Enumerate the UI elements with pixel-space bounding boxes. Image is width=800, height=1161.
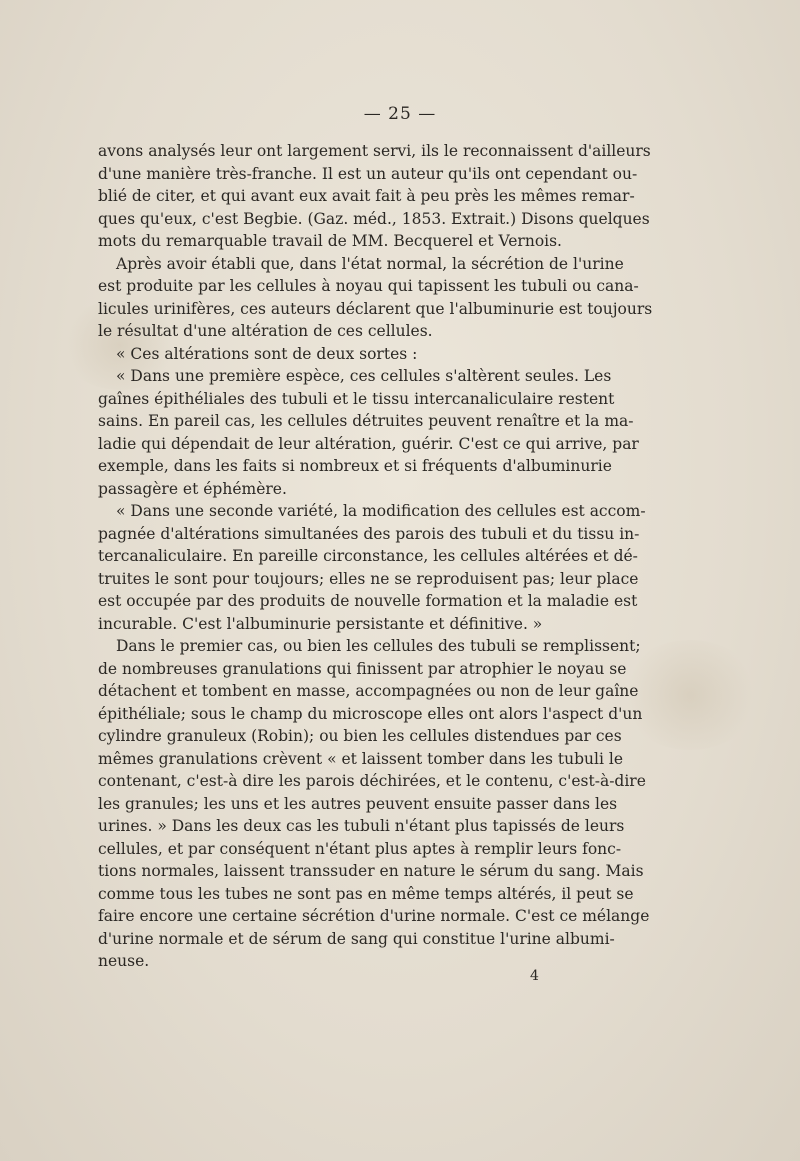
text-line: contenant, c'est-à dire les parois déchirées, et le contenu, c'est-à-dire: [98, 772, 646, 790]
text-line: « Dans une seconde variété, la modification des cellules est accom-: [116, 502, 646, 520]
text-line: tercanaliculaire. En pareille circonstance, les cellules altérées et dé-: [98, 547, 638, 565]
text-line: Après avoir établi que, dans l'état normal, la sécrétion de l'urine: [116, 254, 624, 273]
text-line: gaînes épithéliales des tubuli et le tissu intercanaliculaire restent: [98, 389, 615, 408]
text-line: passagère et éphémère.: [98, 479, 287, 498]
text-line: licules urinifères, ces auteurs déclarent que l'albuminurie est toujours: [98, 299, 653, 318]
text-line: épithéliale; sous le champ du microscope elles ont alors l'aspect d'un: [98, 704, 643, 723]
text-line: mots du remarquable travail de MM. Becquerel et Vernois.: [98, 232, 562, 250]
body-text: [98, 140, 653, 973]
text-line: incurable. C'est l'albuminurie persistante et définitive. »: [98, 614, 543, 633]
text-line: avons analysés leur ont largement servi, ils le reconnaissent d'ailleurs: [98, 142, 651, 160]
text-line: « Ces altérations sont de deux sortes :: [116, 344, 418, 363]
text-line: truites le sont pour toujours; elles ne se reproduisent pas; leur place: [98, 569, 639, 588]
text-line: faire encore une certaine sécrétion d'urine normale. C'est ce mélange: [98, 907, 650, 925]
text-line: pagnée d'altérations simultanées des parois des tubuli et du tissu in-: [98, 524, 640, 543]
text-line: urines. » Dans les deux cas les tubuli n'étant plus tapissés de leurs: [98, 817, 625, 835]
text-line: mêmes granulations crèvent « et laissent tomber dans les tubuli le: [98, 749, 624, 768]
text-line: ladie qui dépendait de leur altération, guérir. C'est ce qui arrive, par: [98, 434, 639, 453]
text-line: les granules; les uns et les autres peuvent ensuite passer dans les: [98, 794, 618, 813]
text-line: Dans le premier cas, ou bien les cellules des tubuli se remplissent;: [116, 637, 641, 655]
text-line: d'une manière très-franche. Il est un auteur qu'ils ont cependant ou-: [98, 164, 638, 183]
text-line: ques qu'eux, c'est Begbie. (Gaz. méd., 1853. Extrait.) Disons quelques: [98, 209, 650, 228]
text-line: détachent et tombent en masse, accompagnées ou non de leur gaîne: [98, 682, 639, 700]
page-number: — 25 —: [363, 104, 437, 124]
text-line: de nombreuses granulations qui finissent par atrophier le noyau se: [98, 659, 627, 678]
text-line: cellules, et par conséquent n'étant plus aptes à remplir leurs fonc-: [98, 839, 622, 858]
text-line: le résultat d'une altération de ces cellules.: [98, 322, 433, 340]
text-line: d'urine normale et de sérum de sang qui constitue l'urine albumi-: [98, 929, 615, 948]
text-line: blié de citer, et qui avant eux avait fait à peu près les mêmes remar-: [98, 187, 635, 205]
text-line: tions normales, laissent transsuder en nature le sérum du sang. Mais: [98, 862, 644, 880]
text-line: « Dans une première espèce, ces cellules s'altèrent seules. Les: [116, 367, 612, 385]
text-line: comme tous les tubes ne sont pas en même temps altérés, il peut se: [98, 884, 634, 903]
text-line: cylindre granuleux (Robin); ou bien les cellules distendues par ces: [98, 727, 622, 745]
paper-stain: [620, 640, 760, 750]
text-line: est produite par les cellules à noyau qui tapissent les tubuli ou cana-: [98, 277, 639, 295]
text-line: sains. En pareil cas, les cellules détruites peuvent renaître et la ma-: [98, 412, 634, 430]
signature-mark: 4: [530, 968, 539, 984]
text-line: exemple, dans les faits si nombreux et si fréquents d'albuminurie: [98, 457, 612, 475]
text-line: est occupée par des produits de nouvelle formation et la maladie est: [98, 592, 638, 610]
text-line: neuse.: [98, 952, 150, 970]
